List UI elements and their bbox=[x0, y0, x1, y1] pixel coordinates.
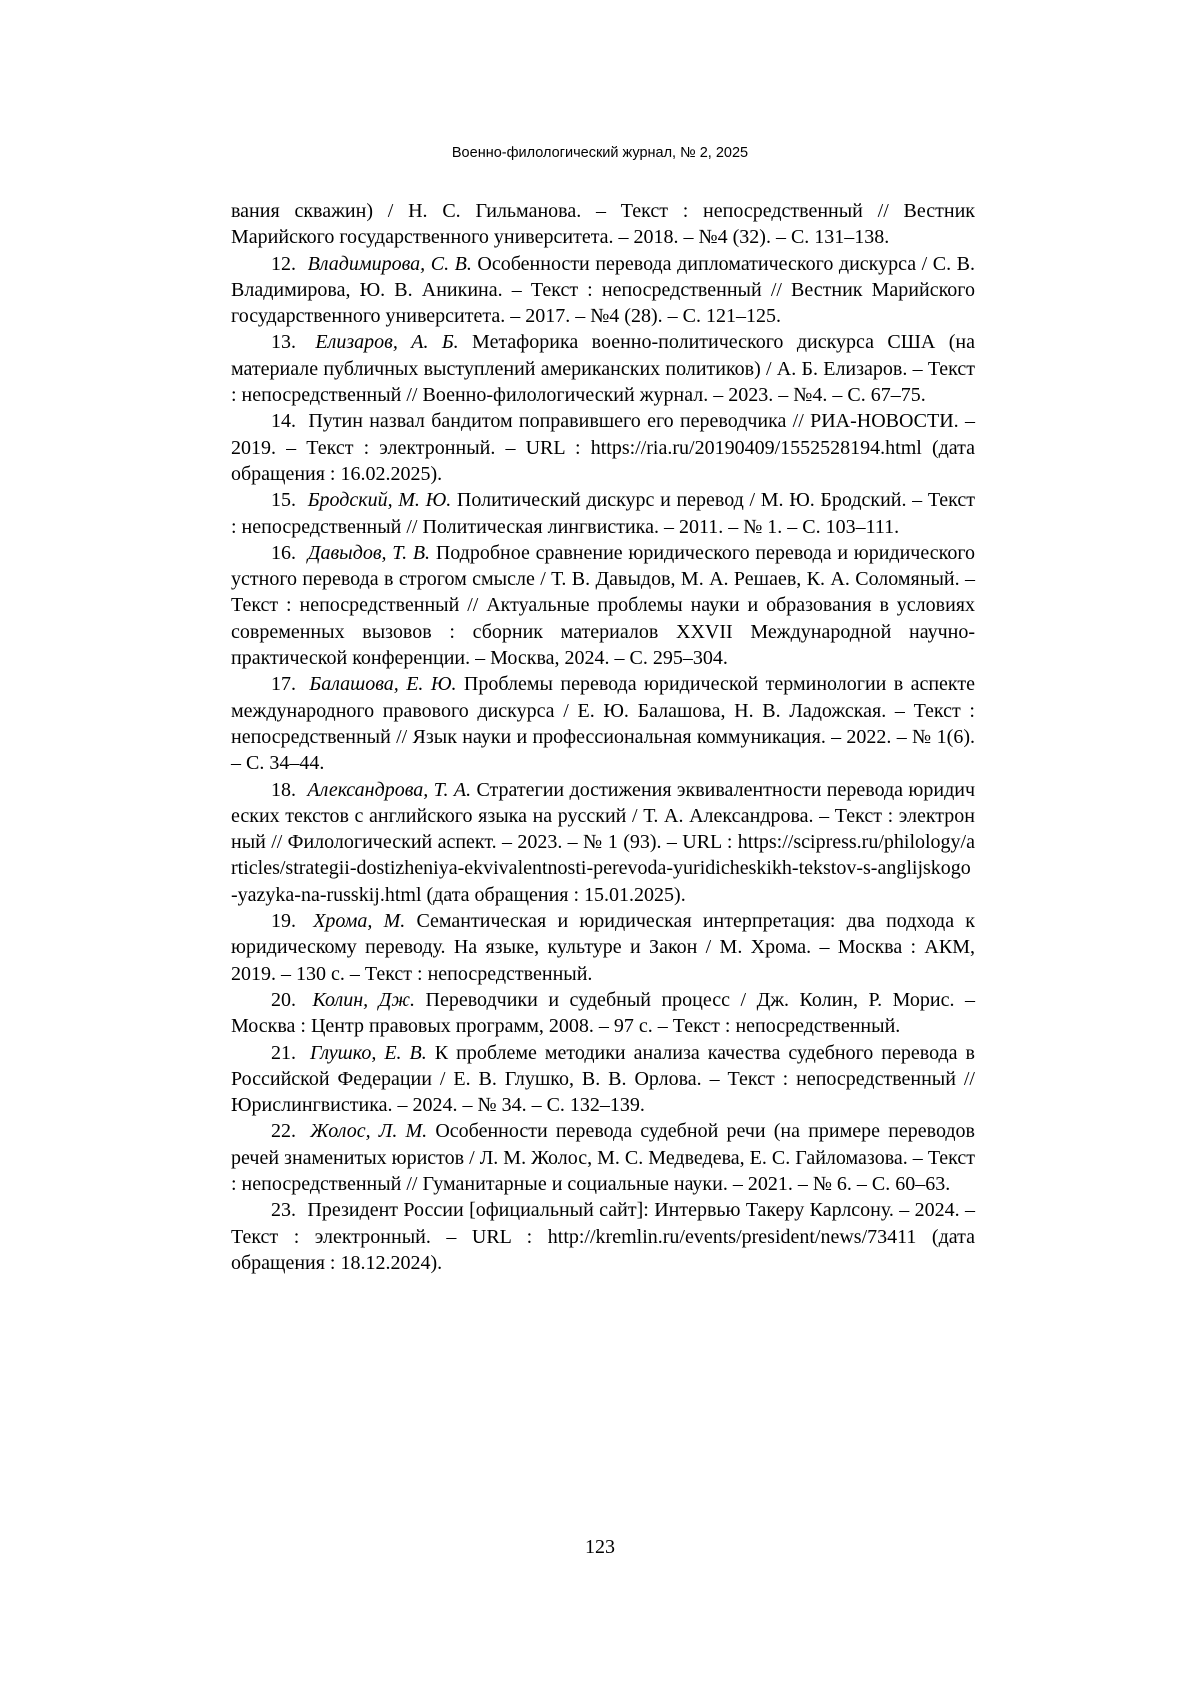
reference-text: Путин назвал бандитом поправившего его переводчика // РИА-НОВОСТИ. – 2019. – Текст : электронный. – URL : https://ria.ru/20190409/1552528194.html (дата обращения : 16.02.2025). bbox=[231, 410, 975, 485]
reference-number: 13. bbox=[271, 331, 296, 354]
reference-item bbox=[231, 251, 975, 330]
reference-number: 17. bbox=[271, 673, 296, 696]
reference-number: 20. bbox=[271, 988, 296, 1011]
reference-text: вания скважин) / Н. С. Гильманова. – Текст : непосредственный // Вестник Марийского государственного университета. – 2018. – №4 (32). – С. 131–138. bbox=[231, 200, 975, 249]
reference-number: 15. bbox=[271, 489, 296, 512]
reference-item bbox=[231, 987, 975, 1040]
reference-number: 21. bbox=[271, 1041, 296, 1064]
reference-author: Александрова, Т. А. bbox=[307, 778, 472, 801]
reference-text: Переводчики и судебный процесс / Дж. Колин, Р. Морис. – Москва : Центр правовых программ, 2008. – 97 с. – Текст : непосредственный. bbox=[231, 988, 976, 1038]
reference-item bbox=[231, 777, 975, 908]
reference-text: Метафорика военно-политического дискурса США (на материале публичных выступлений американских политиков) / А. Б. Елизаров. – Текст : непосредственный // Военно-филологический журнал. – 2023. – №4. – С. 67–75. bbox=[231, 331, 976, 407]
reference-item bbox=[231, 540, 975, 671]
reference-text: К проблеме методики анализа качества судебного перевода в Российской Федерации / Е. В. Глушко, В. В. Орлова. – Текст : непосредственный // Юрислингвистика. – 2024. – № 34. – С. 132–139. bbox=[231, 1041, 975, 1117]
reference-item bbox=[231, 198, 975, 251]
reference-list bbox=[231, 198, 975, 1276]
reference-text: Президент России [официальный сайт]: Интервью Такеру Карлсону. – 2024. – Текст : электронный. – URL : http://kremlin.ru/events/president/news/73411 (дата обращения : 18.12.2024). bbox=[231, 1199, 975, 1274]
reference-text: Семантическая и юридическая интерпретация: два подхода к юридическому переводу. На языке, культуре и Закон / М. Хрома. – Москва : АКМ, 2019. – 130 с. – Текст : непосредственный. bbox=[231, 910, 975, 985]
reference-author: Балашова, Е. Ю. bbox=[309, 673, 457, 696]
reference-item bbox=[231, 329, 975, 408]
reference-author: Владимирова, С. В. bbox=[307, 252, 472, 275]
reference-number: 14. bbox=[271, 410, 296, 433]
page-number: 123 bbox=[585, 1536, 615, 1558]
running-header: Военно-филологический журнал, № 2, 2025 bbox=[451, 145, 749, 161]
reference-text: Стратегии достижения эквивалентности перевода юридических текстов с английского языка на русский / Т. А. Александрова. – Текст : электронный // Филологический аспект. – 2023. – № 1 (93). – URL : https://scipress.ru/philology/articles/strategii-dostizheniya-ekvivalentnosti-perevoda-yuridicheskikh-tekstov-s-anglijskogo-yazyka-na-russkij.html (дата обращения : 15.01.2025). bbox=[231, 778, 976, 906]
reference-item bbox=[231, 908, 975, 987]
reference-number: 18. bbox=[271, 778, 296, 801]
reference-number: 16. bbox=[271, 541, 296, 564]
reference-item bbox=[231, 487, 975, 540]
reference-item bbox=[231, 1118, 975, 1197]
reference-text: Особенности перевода судебной речи (на примере переводов речей знаменитых юристов / Л. М. Жолос, М. С. Медведева, Е. С. Гайломазова. – Текст : непосредственный // Гуманитарные и социальные науки. – 2021. – № 6. – С. 60–63. bbox=[231, 1120, 975, 1195]
reference-item bbox=[231, 1197, 975, 1276]
reference-author: Елизаров, А. Б. bbox=[315, 331, 459, 354]
reference-item bbox=[231, 408, 975, 487]
reference-number: 22. bbox=[271, 1120, 296, 1143]
reference-author: Жолос, Л. М. bbox=[310, 1120, 428, 1143]
reference-text: Проблемы перевода юридической терминологии в аспекте международного правового дискурса / Е. Ю. Балашова, Н. В. Ладожская. – Текст : непосредственный // Язык науки и профессиональная коммуникация. – 2022. – № 1(6). – С. 34–44. bbox=[231, 673, 976, 775]
reference-item bbox=[231, 1040, 975, 1119]
reference-item bbox=[231, 671, 975, 776]
reference-number: 12. bbox=[271, 252, 296, 275]
reference-text: Особенности перевода дипломатического дискурса / С. В. Владимирова, Ю. В. Аникина. – Текст : непосредственный // Вестник Марийского государственного университета. – 2017. – №4 (28). – С. 121–125. bbox=[231, 252, 976, 328]
reference-author: Давыдов, Т. В. bbox=[307, 541, 431, 564]
reference-author: Колин, Дж. bbox=[312, 988, 416, 1011]
reference-author: Хрома, М. bbox=[313, 910, 406, 933]
reference-author: Глушко, Е. В. bbox=[310, 1041, 427, 1064]
reference-number: 23. bbox=[271, 1199, 296, 1222]
reference-text: Политический дискурс и перевод / М. Ю. Бродский. – Текст : непосредственный // Политическая лингвистика. – 2011. – № 1. – С. 103–111. bbox=[231, 489, 976, 538]
reference-author: Бродский, М. Ю. bbox=[307, 489, 452, 512]
reference-number: 19. bbox=[271, 910, 296, 933]
reference-text: Подробное сравнение юридического перевода и юридического устного перевода в строгом смысле / Т. В. Давыдов, М. А. Решаев, К. А. Соломяный. – Текст : непосредственный // Актуальные проблемы науки и образования в условиях современных вызовов : сборник материалов XXVII Международной научно-практической конференции. – Москва, 2024. – С. 295–304. bbox=[231, 541, 976, 670]
